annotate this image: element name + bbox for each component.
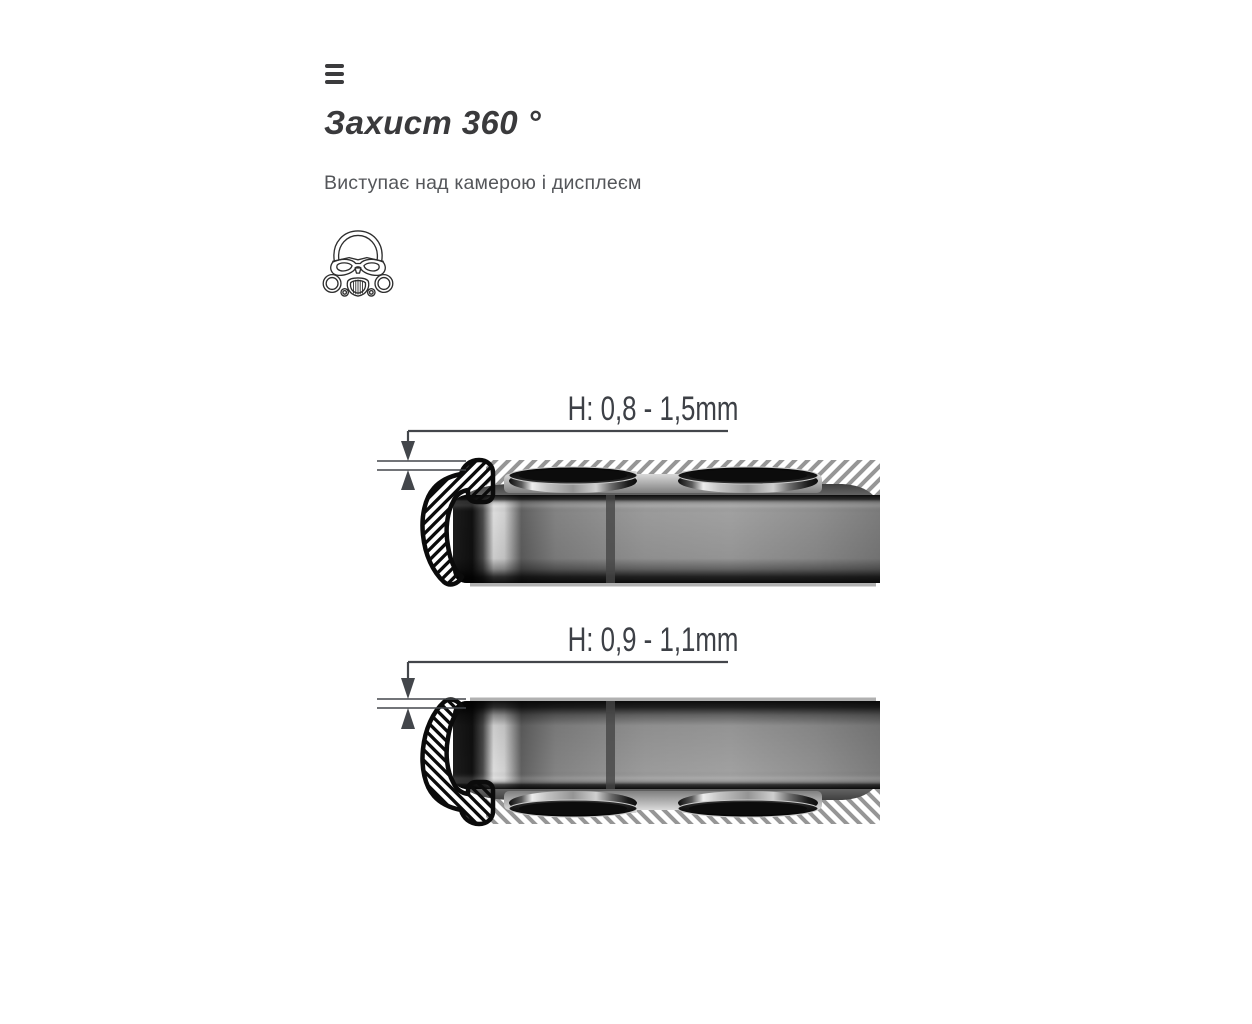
- measurement-label: H: 0,9 - 1,1mm: [567, 621, 739, 659]
- arrow-down-icon: [401, 678, 415, 699]
- hamburger-bar: [325, 80, 344, 84]
- measurement-label: H: 0,8 - 1,5mm: [567, 390, 739, 428]
- stormtrooper-helmet-icon: [321, 226, 395, 304]
- hamburger-menu-button[interactable]: [325, 64, 345, 84]
- arrow-up-icon: [401, 708, 415, 729]
- arrow-down-icon: [401, 441, 415, 461]
- hamburger-bar: [325, 64, 344, 68]
- diagram-case-lip-over-display: [370, 612, 930, 862]
- page-subtitle: Виступає над камерою і дисплеєм: [324, 172, 642, 194]
- arrow-up-icon: [401, 470, 415, 490]
- diagram-case-lip-over-camera: [370, 378, 930, 628]
- hamburger-bar: [325, 72, 344, 76]
- page-title: Захист 360 °: [324, 104, 542, 141]
